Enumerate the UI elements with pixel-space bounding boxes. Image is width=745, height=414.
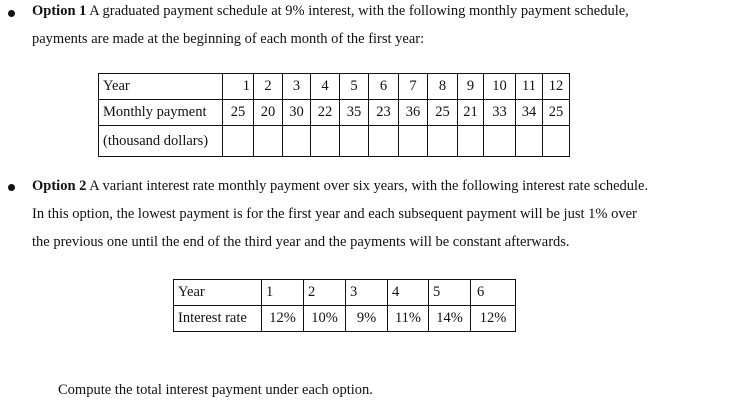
- rate-cell: 9%: [346, 306, 388, 332]
- units-header: (thousand dollars): [99, 126, 223, 157]
- payment-cell: 25: [223, 100, 254, 126]
- payment-cell: 36: [399, 100, 428, 126]
- empty-cell: [283, 126, 311, 157]
- empty-cell: [369, 126, 399, 157]
- payment-cell: 33: [484, 100, 516, 126]
- year-cell: 4: [388, 280, 429, 306]
- payment-cell: 34: [516, 100, 543, 126]
- payment-cell: 30: [283, 100, 311, 126]
- year-cell: 3: [283, 74, 311, 100]
- empty-cell: [516, 126, 543, 157]
- bullet-option-1: [8, 10, 15, 17]
- empty-cell: [311, 126, 340, 157]
- empty-cell: [254, 126, 283, 157]
- empty-cell: [223, 126, 254, 157]
- year-cell: 6: [471, 280, 516, 306]
- payment-cell: 23: [369, 100, 399, 126]
- rate-cell: 12%: [262, 306, 304, 332]
- rate-header: Interest rate: [174, 306, 262, 332]
- payment-header: Monthly payment: [99, 100, 223, 126]
- empty-cell: [543, 126, 570, 157]
- option-2-text-2: In this option, the lowest payment is for the first year and each subsequent payment will be just 1% over: [32, 206, 637, 222]
- rate-cell: 14%: [429, 306, 471, 332]
- payment-cell: 20: [254, 100, 283, 126]
- payment-cell: 25: [428, 100, 458, 126]
- year-cell: 10: [484, 74, 516, 100]
- bullet-option-2: [8, 184, 15, 191]
- year-cell: 1: [262, 280, 304, 306]
- payment-cell: 25: [543, 100, 570, 126]
- payment-cell: 21: [458, 100, 484, 126]
- question-text: Compute the total interest payment under each option.: [58, 382, 373, 398]
- rate-cell: 11%: [388, 306, 429, 332]
- year-cell: 8: [428, 74, 458, 100]
- year-cell: 12: [543, 74, 570, 100]
- payment-cell: 35: [340, 100, 369, 126]
- year-cell: 5: [429, 280, 471, 306]
- table-row-units: [99, 126, 570, 157]
- interest-rate-table: [173, 279, 516, 332]
- table-row-payment: [99, 100, 570, 126]
- year-cell: 9: [458, 74, 484, 100]
- payment-schedule-table: [98, 73, 570, 157]
- year-cell: 2: [254, 74, 283, 100]
- year-cell: 6: [369, 74, 399, 100]
- year-cell: 3: [346, 280, 388, 306]
- empty-cell: [399, 126, 428, 157]
- table-row-rate: [174, 306, 516, 332]
- rate-cell: 10%: [304, 306, 346, 332]
- empty-cell: [484, 126, 516, 157]
- year-cell: 4: [311, 74, 340, 100]
- option-2-line-1: [32, 178, 648, 195]
- option-1-text-1: A graduated payment schedule at 9% interest, with the following monthly payment schedule,: [89, 3, 629, 19]
- year-cell: 7: [399, 74, 428, 100]
- year-header: Year: [99, 74, 223, 100]
- option-1-line-1: [32, 3, 629, 20]
- table-row-year: [99, 74, 570, 100]
- rate-cell: 12%: [471, 306, 516, 332]
- option-2-text-3: the previous one until the end of the third year and the payments will be constant afterwards.: [32, 234, 570, 250]
- empty-cell: [428, 126, 458, 157]
- payment-cell: 22: [311, 100, 340, 126]
- year-cell: 11: [516, 74, 543, 100]
- option-2-text-1: A variant interest rate monthly payment over six years, with the following interest rate schedule.: [89, 178, 649, 194]
- year-header: Year: [174, 280, 262, 306]
- year-cell: 1: [223, 74, 254, 100]
- option-2-label: Option 2: [32, 178, 87, 194]
- option-1-label: Option 1: [32, 3, 87, 19]
- year-cell: 5: [340, 74, 369, 100]
- option-1-text-2: payments are made at the beginning of each month of the first year:: [32, 31, 425, 47]
- empty-cell: [340, 126, 369, 157]
- table-row-year: [174, 280, 516, 306]
- empty-cell: [458, 126, 484, 157]
- year-cell: 2: [304, 280, 346, 306]
